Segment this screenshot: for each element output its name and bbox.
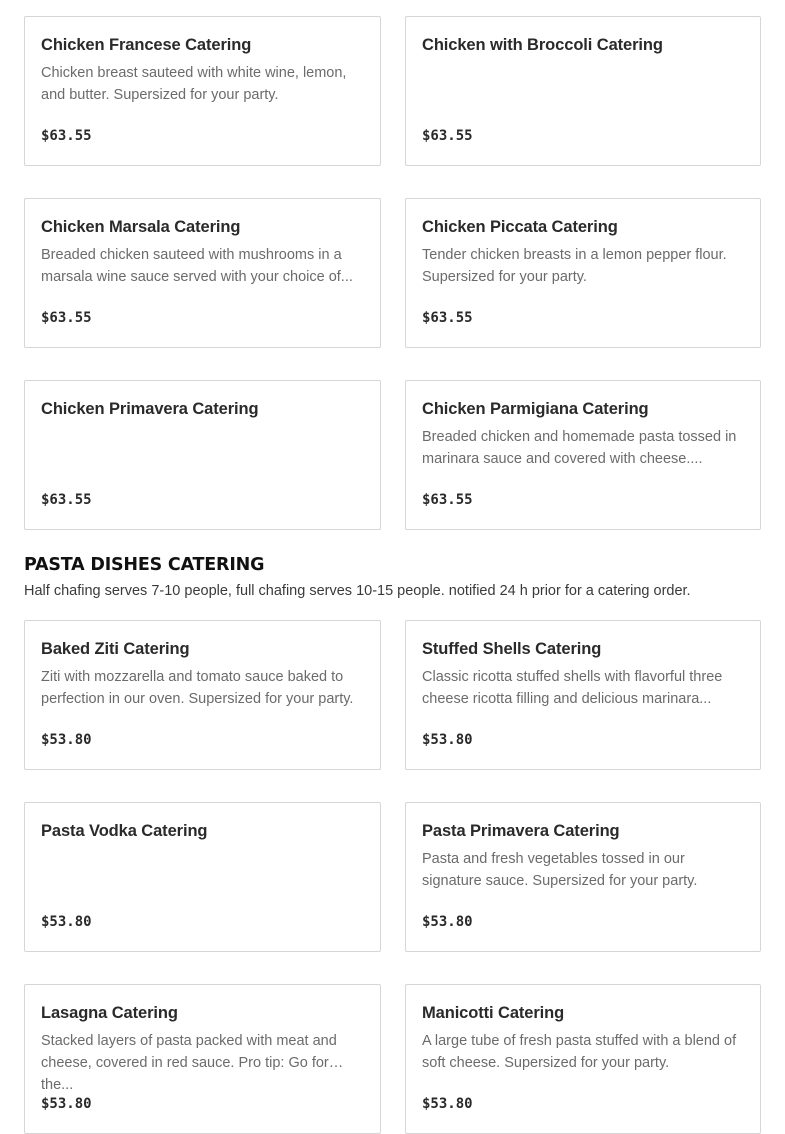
menu-item-name: Stuffed Shells Catering <box>422 640 602 658</box>
menu-item-card[interactable] <box>24 984 381 1134</box>
menu-item-price: $53.80 <box>422 914 473 930</box>
menu-item-description: Stacked layers of pasta packed with meat and cheese, covered in red sauce. Pro tip: Go for the... <box>41 1033 337 1093</box>
menu-item-description <box>422 62 744 106</box>
menu-item-card[interactable] <box>405 984 761 1134</box>
menu-item-price: $63.55 <box>422 128 473 144</box>
menu-item-card[interactable] <box>24 802 381 952</box>
menu-item-description: Breaded chicken sauteed with mushrooms in a marsala wine sauce served with your choice of... <box>41 247 353 285</box>
menu-item-name: Chicken Primavera Catering <box>41 400 259 418</box>
menu-item-price: $53.80 <box>41 1096 92 1112</box>
menu-item-name: Chicken Piccata Catering <box>422 218 618 236</box>
menu-item-name: Chicken Marsala Catering <box>41 218 241 236</box>
menu-item-name: Chicken Parmigiana Catering <box>422 400 649 418</box>
menu-item-price: $63.55 <box>41 128 92 144</box>
menu-item-name: Lasagna Catering <box>41 1004 178 1022</box>
menu-item-card[interactable] <box>24 620 381 770</box>
menu-item-name: Manicotti Catering <box>422 1004 565 1022</box>
menu-item-description: Ziti with mozzarella and tomato sauce baked to perfection in our oven. Supersized for your party. <box>41 669 354 707</box>
menu-item-price: $53.80 <box>41 732 92 748</box>
menu-item-name: Chicken with Broccoli Catering <box>422 36 663 54</box>
menu-item-price: $63.55 <box>422 310 473 326</box>
menu-item-card[interactable] <box>405 802 761 952</box>
menu-item-price: $63.55 <box>422 492 473 508</box>
pasta-dishes-grid <box>24 620 761 1134</box>
menu-item-description: Pasta and fresh vegetables tossed in our signature sauce. Supersized for your party. <box>422 851 698 889</box>
menu-item-card[interactable] <box>405 380 761 530</box>
menu-item-name: Baked Ziti Catering <box>41 640 190 658</box>
menu-item-price: $53.80 <box>41 914 92 930</box>
menu-item-description <box>41 426 364 470</box>
menu-item-card[interactable] <box>405 198 761 348</box>
menu-item-name: Pasta Primavera Catering <box>422 822 620 840</box>
menu-item-price: $63.55 <box>41 310 92 326</box>
menu-item-description <box>41 848 364 892</box>
menu-item-description: Chicken breast sauteed with white wine, lemon, and butter. Supersized for your party. <box>41 65 347 103</box>
menu-item-price: $53.80 <box>422 732 473 748</box>
menu-item-description: Tender chicken breasts in a lemon pepper flour. Supersized for your party. <box>422 247 727 285</box>
menu-item-price: $63.55 <box>41 492 92 508</box>
menu-item-description: Classic ricotta stuffed shells with flavorful three cheese ricotta filling and delicious marinara... <box>422 669 723 707</box>
menu-item-name: Chicken Francese Catering <box>41 36 252 54</box>
menu-item-card[interactable] <box>24 380 381 530</box>
menu-item-card[interactable] <box>405 16 761 166</box>
menu-item-description: Breaded chicken and homemade pasta tossed in marinara sauce and covered with cheese.... <box>422 429 737 467</box>
chicken-dishes-grid <box>24 16 761 530</box>
section-description: Half chafing serves 7-10 people, full chafing serves 10-15 people. notified 24 h prior for a catering order. <box>24 583 691 599</box>
menu-item-card[interactable] <box>24 198 381 348</box>
section-title: PASTA DISHES CATERING <box>24 555 265 575</box>
menu-item-description: A large tube of fresh pasta stuffed with a blend of soft cheese. Supersized for your party. <box>422 1033 737 1071</box>
menu-item-card[interactable] <box>405 620 761 770</box>
menu-item-price: $53.80 <box>422 1096 473 1112</box>
menu-item-name: Pasta Vodka Catering <box>41 822 208 840</box>
menu-item-card[interactable] <box>24 16 381 166</box>
